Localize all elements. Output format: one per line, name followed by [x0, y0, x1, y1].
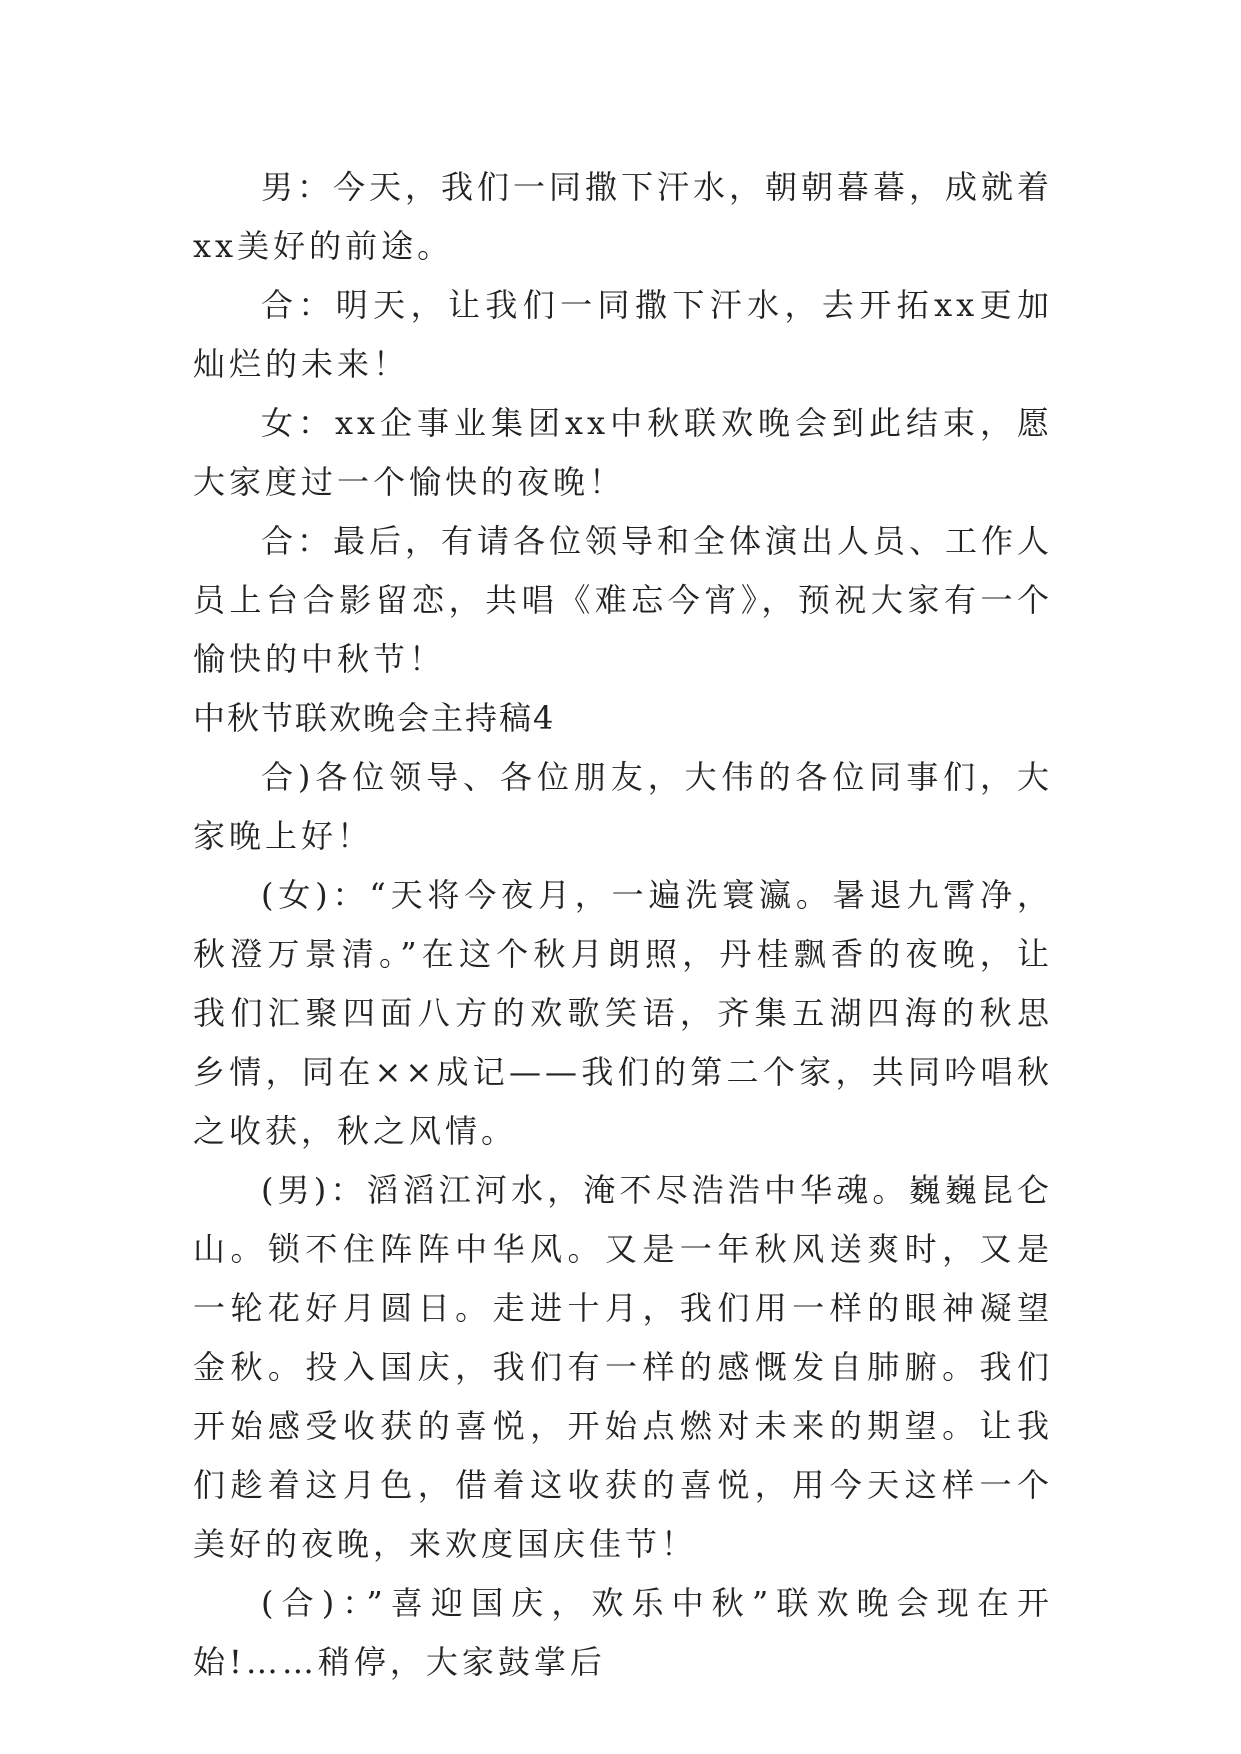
document-page: [193, 158, 1053, 1692]
paragraph-together-opening: (合)：”喜迎国庆，欢乐中秋”联欢晚会现在开始!……稍停，大家鼓掌后: [193, 1584, 1053, 1681]
paragraph-female-poem: (女)：“天将今夜月，一遍洗寰瀛。暑退九霄净，秋澄万景清。”在这个秋月朗照，丹桂飘香的夜晚，让我们汇聚四面八方的欢歌笑语，齐集五湖四海的秋思乡情，同在××成记——我们的第二个家，共同吟唱秋之收获，秋之风情。: [193, 876, 1053, 1150]
paragraph-together-future: 合：明天，让我们一同撒下汗水，去开拓xx更加灿烂的未来！: [193, 286, 1053, 383]
paragraph-together-greeting: 合)各位领导、各位朋友，大伟的各位同事们，大家晚上好！: [193, 758, 1053, 855]
paragraph-male-speech: (男)：滔滔江河水，淹不尽浩浩中华魂。巍巍昆仑山。锁不住阵阵中华风。又是一年秋风送爽时，又是一轮花好月圆日。走进十月，我们用一样的眼神凝望金秋。投入国庆，我们有一样的感慨发自肺腑。我们开始感受收获的喜悦，开始点燃对未来的期望。让我们趁着这月色，借着这收获的喜悦，用今天这样一个美好的夜晚，来欢度国庆佳节！: [193, 1171, 1053, 1563]
section-heading: 中秋节联欢晚会主持稿4: [193, 699, 556, 737]
paragraph-female-ending: 女：xx企事业集团xx中秋联欢晚会到此结束，愿大家度过一个愉快的夜晚！: [193, 404, 1053, 501]
paragraph-together-farewell: 合：最后，有请各位领导和全体演出人员、工作人员上台合影留恋，共唱《难忘今宵》，预祝大家有一个愉快的中秋节！: [193, 522, 1054, 678]
paragraph-male-closing: 男：今天，我们一同撒下汗水，朝朝暮暮，成就着xx美好的前途。: [193, 168, 1054, 265]
